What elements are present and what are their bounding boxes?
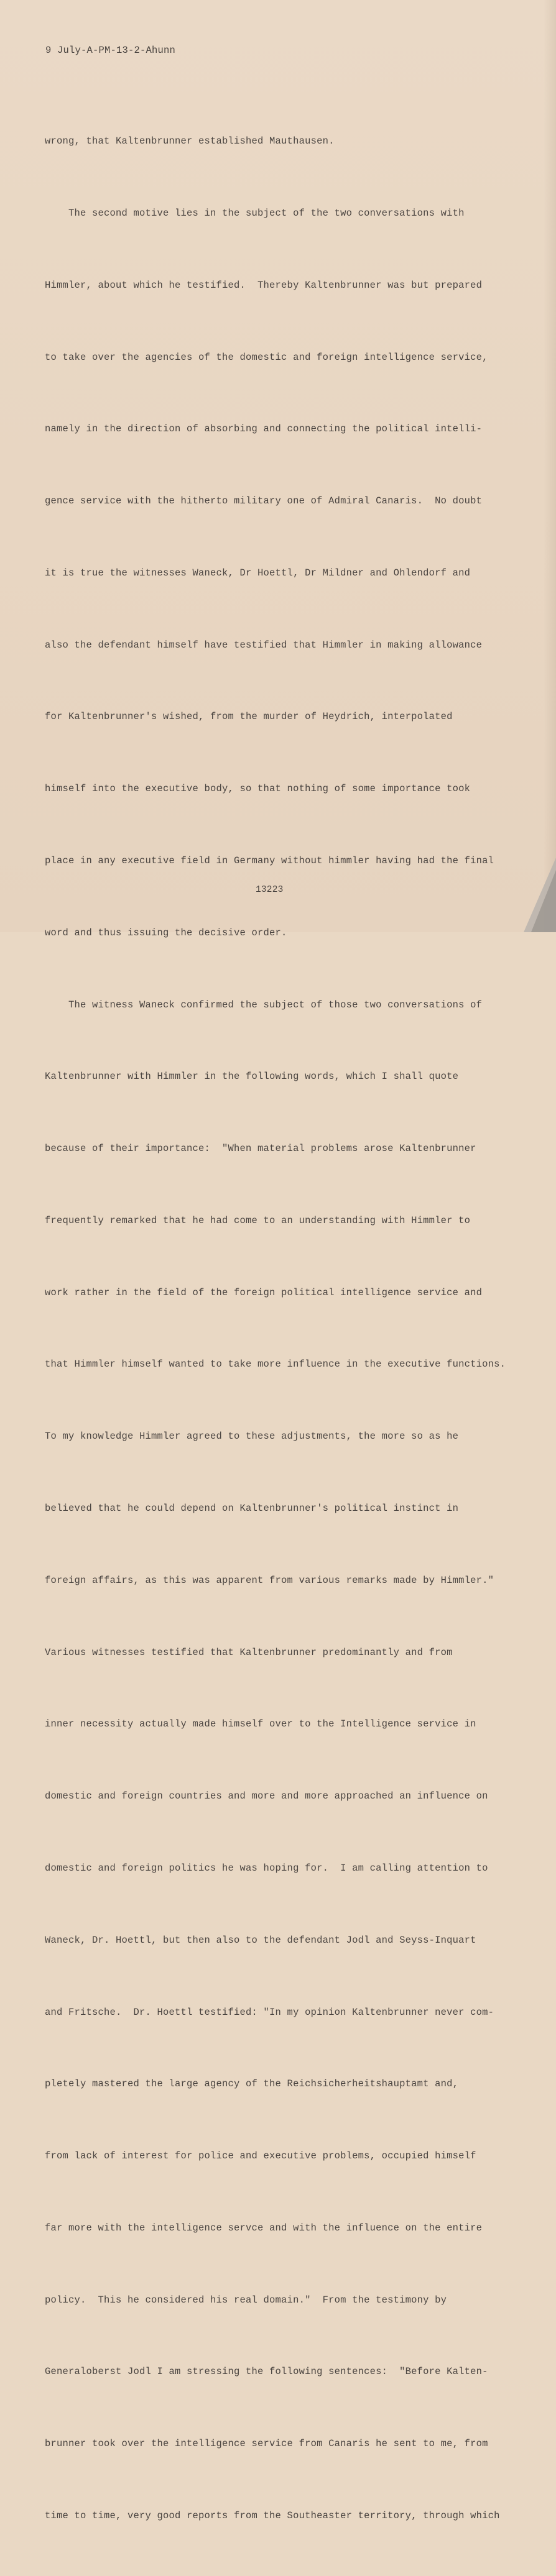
text-line: policy. This he considered his real domain." From the testimony by xyxy=(45,2294,447,2306)
text-line: foreign affairs, as this was apparent from various remarks made by Himmler." xyxy=(45,1574,494,1586)
text-line: to take over the agencies of the domestic and foreign intelligence service, xyxy=(45,351,488,363)
text-line: brunner took over the intelligence service from Canaris he sent to me, from xyxy=(45,2438,488,2450)
page-number: 13223 xyxy=(256,885,284,895)
text-line: The second motive lies in the subject of the two conversations with xyxy=(45,207,465,219)
text-line: domestic and foreign countries and more and more approached an influence on xyxy=(45,1790,488,1802)
text-line: word and thus issuing the decisive order. xyxy=(45,927,287,938)
text-line: place in any executive field in Germany without himmler having had the final xyxy=(45,855,494,866)
transcript-body xyxy=(45,81,506,2576)
page-corner-shadow xyxy=(531,870,556,932)
text-line: because of their importance: "When material problems arose Kaltenbrunner xyxy=(45,1143,476,1155)
text-line: time to time, very good reports from the Southeaster territory, through which xyxy=(45,2510,500,2521)
text-line: To my knowledge Himmler agreed to these adjustments, the more so as he xyxy=(45,1431,459,1442)
text-line: wrong, that Kaltenbrunner established Mauthausen. xyxy=(45,135,335,147)
text-line: Kaltenbrunner with Himmler in the following words, which I shall quote xyxy=(45,1071,459,1083)
page-edge-shadow xyxy=(544,0,556,932)
text-line: also the defendant himself have testified that Himmler in making allowance xyxy=(45,639,483,651)
text-line: inner necessity actually made himself over to the Intelligence service in xyxy=(45,1718,476,1730)
text-line: Various witnesses testified that Kaltenbrunner predominantly and from xyxy=(45,1646,453,1658)
text-line: it is true the witnesses Waneck, Dr Hoettl, Dr Mildner and Ohlendorf and xyxy=(45,567,471,579)
text-line: himself into the executive body, so that nothing of some importance took xyxy=(45,783,471,795)
text-line: and Fritsche. Dr. Hoettl testified: "In my opinion Kaltenbrunner never com- xyxy=(45,2006,494,2018)
text-line: believed that he could depend on Kaltenbrunner's political instinct in xyxy=(45,1503,459,1515)
text-line: gence service with the hitherto military one of Admiral Canaris. No doubt xyxy=(45,495,483,507)
text-line: for Kaltenbrunner's wished, from the murder of Heydrich, interpolated xyxy=(45,711,453,723)
text-line: Generaloberst Jodl I am stressing the following sentences: "Before Kalten- xyxy=(45,2366,488,2378)
text-line: work rather in the field of the foreign political intelligence service and xyxy=(45,1286,483,1298)
text-line: domestic and foreign politics he was hoping for. I am calling attention to xyxy=(45,1862,488,1874)
text-line: pletely mastered the large agency of the Reichsicherheitshauptamt and, xyxy=(45,2078,459,2090)
text-line: far more with the intelligence servce and with the influence on the entire xyxy=(45,2222,483,2234)
text-line: that Himmler himself wanted to take more influence in the executive functions. xyxy=(45,1359,506,1370)
text-line: Waneck, Dr. Hoettl, but then also to the defendant Jodl and Seyss-Inquart xyxy=(45,1934,476,1946)
text-line: namely in the direction of absorbing and connecting the political intelli- xyxy=(45,423,483,435)
text-line: from lack of interest for police and executive problems, occupied himself xyxy=(45,2150,476,2162)
page-header: 9 July-A-PM-13-2-Ahunn xyxy=(45,45,176,56)
text-line: frequently remarked that he had come to an understanding with Himmler to xyxy=(45,1214,471,1226)
text-line: Himmler, about which he testified. Thereby Kaltenbrunner was but prepared xyxy=(45,279,483,291)
text-line: The witness Waneck confirmed the subject of those two conversations of xyxy=(45,999,483,1011)
